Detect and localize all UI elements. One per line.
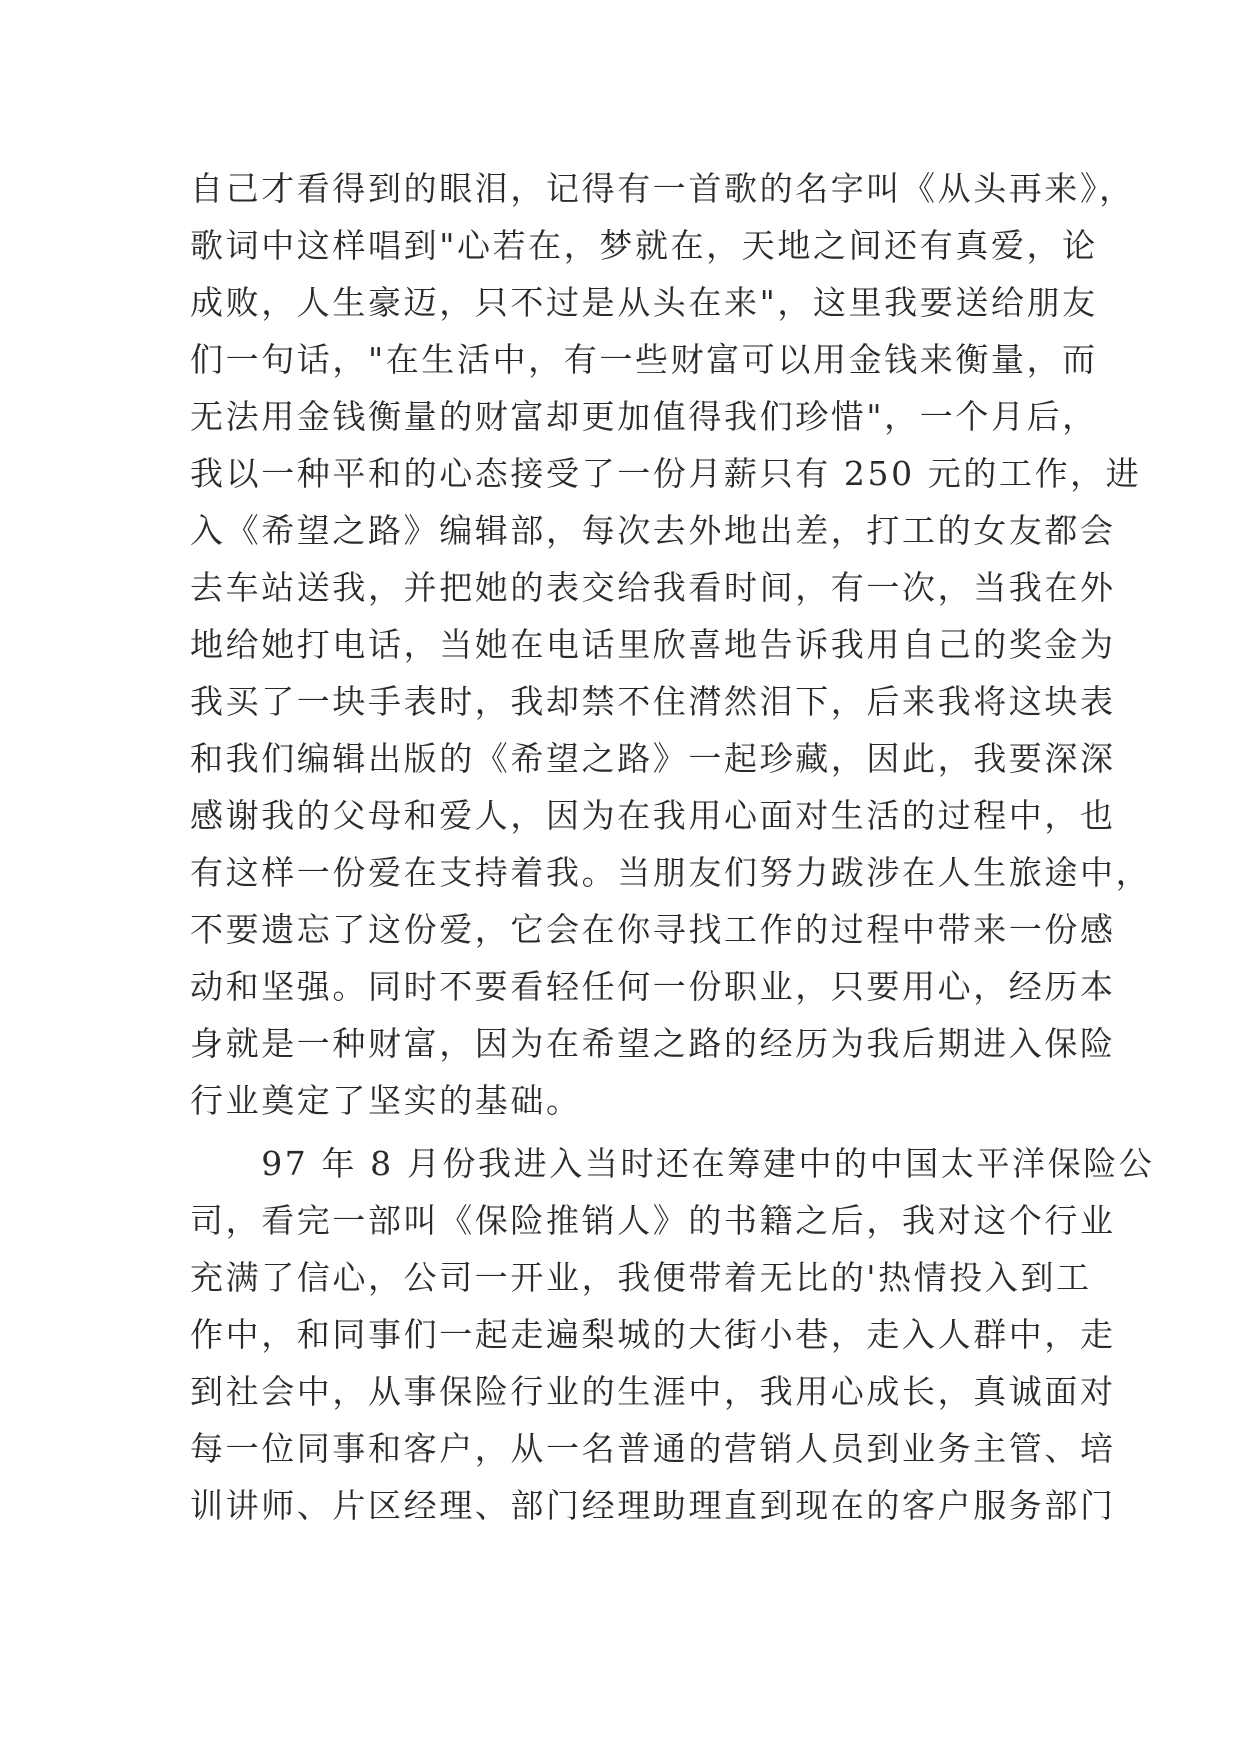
- text-line: 我买了一块手表时，我却禁不住潸然泪下，后来我将这块表: [190, 682, 1116, 721]
- text-line: 身就是一种财富，因为在希望之路的经历为我后期进入保险: [190, 1024, 1116, 1063]
- text-line: 们一句话，"在生活中，有一些财富可以用金钱来衡量，而: [190, 340, 1098, 379]
- text-line: 感谢我的父母和爱人，因为在我用心面对生活的过程中，也: [190, 796, 1116, 835]
- text-line: 每一位同事和客户，从一名普通的营销人员到业务主管、培: [190, 1429, 1116, 1468]
- text-line: 动和坚强。同时不要看轻任何一份职业，只要用心，经历本: [190, 967, 1116, 1006]
- text-line: 行业奠定了坚实的基础。: [190, 1081, 582, 1120]
- text-line: 训讲师、片区经理、部门经理助理直到现在的客户服务部门: [190, 1486, 1116, 1525]
- text-line: 成败，人生豪迈，只不过是从头在来"，这里我要送给朋友: [190, 283, 1098, 322]
- text-line: 司，看完一部叫《保险推销人》的书籍之后，我对这个行业: [190, 1201, 1116, 1240]
- text-line: 地给她打电话，当她在电话里欣喜地告诉我用自己的奖金为: [190, 625, 1116, 664]
- text-line: 无法用金钱衡量的财富却更加值得我们珍惜"，一个月后，: [190, 397, 1098, 436]
- text-line: 作中，和同事们一起走遍梨城的大街小巷，走入人群中，走: [190, 1315, 1116, 1354]
- text-line: 我以一种平和的心态接受了一份月薪只有 250 元的工作，进: [190, 454, 1142, 493]
- text-line: 到社会中，从事保险行业的生涯中，我用心成长，真诚面对: [190, 1372, 1116, 1411]
- text-line: 入《希望之路》编辑部，每次去外地出差，打工的女友都会: [190, 511, 1116, 550]
- paragraph-first-line: 97 年 8 月份我进入当时还在筹建中的中国太平洋保险公: [190, 1144, 1155, 1183]
- text-line: 去车站送我，并把她的表交给我看时间，有一次，当我在外: [190, 568, 1116, 607]
- body-text: [190, 160, 1155, 1534]
- text-line: 自己才看得到的眼泪，记得有一首歌的名字叫《从头再来》，: [190, 169, 1135, 208]
- text-line: 歌词中这样唱到"心若在，梦就在，天地之间还有真爱，论: [190, 226, 1098, 265]
- text-line: 充满了信心，公司一开业，我便带着无比的'热情投入到工: [190, 1258, 1092, 1297]
- text-line: 不要遗忘了这份爱，它会在你寻找工作的过程中带来一份感: [190, 910, 1116, 949]
- text-line: 和我们编辑出版的《希望之路》一起珍藏，因此，我要深深: [190, 739, 1116, 778]
- text-line: 有这样一份爱在支持着我。当朋友们努力跋涉在人生旅途中，: [190, 853, 1152, 892]
